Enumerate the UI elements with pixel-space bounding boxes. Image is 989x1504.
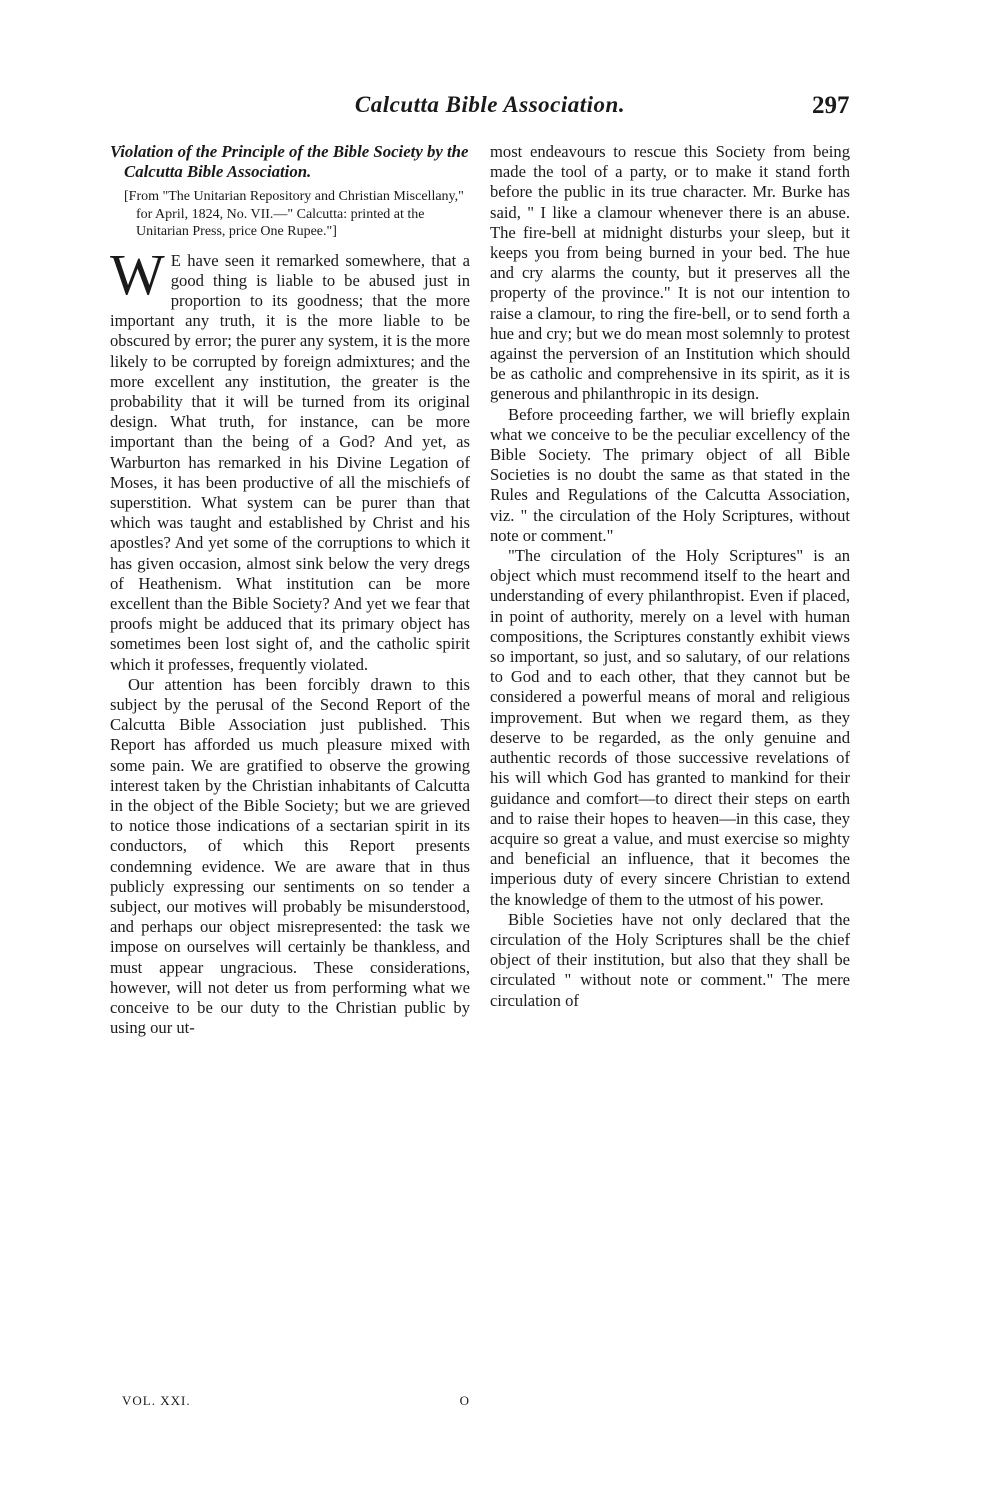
paragraph: "The circulation of the Holy Scriptures" is an object which must recommend itself to the heart and understanding of every philanthropist. Even if placed, in point of authority, merely on a level with human compositions, the Scriptures constantly exhibit views so important, so just, and so salutary, of our relations to God and to each other, that they cannot but be considered a powerful means of moral and religious improvement. But when we regard them, as they deserve to be regarded, as the only genuine and authentic records of those successive revelations of his will which God has granted to mankind for their guidance and comfort—to direct their steps on earth and to raise their hopes to heaven—in this case, they acquire so great a value, and must exercise so mighty and beneficial an influence, that it becomes the imperious duty of every sincere Christian to extend the knowledge of them to the utmost of his power. bbox=[490, 546, 850, 909]
paragraph: Our attention has been forcibly drawn to this subject by the perusal of the Second Report of the Calcutta Bible Association just published. This Report has afforded us much pleasure mixed with some pain. We are gratified to observe the growing interest taken by the Christian inhabitants of Calcutta in the object of the Bible Society; but we are grieved to notice those indications of a sectarian spirit in its conductors, of which this Report presents condemning evidence. We are aware that in thus publicly expressing our sentiments on so tender a subject, our motives will probably be misunderstood, and perhaps our object misrepresented: the task we impose on ourselves will certainly be thankless, and must appear ungracious. These considerations, however, will not deter us from performing what we conceive to be our duty to the Christian public by using our ut- bbox=[110, 674, 470, 1038]
volume-label: VOL. XXI. bbox=[122, 1393, 191, 1408]
opening-paragraph bbox=[110, 241, 470, 675]
right-column bbox=[490, 142, 850, 1011]
left-column bbox=[110, 142, 470, 1038]
drop-cap: W bbox=[110, 241, 165, 307]
source-note: [From "The Unitarian Repository and Christian Miscellany," for April, 1824, No. VII.—" Calcutta: printed at the Unitarian Press, price One Rupee."] bbox=[124, 189, 464, 239]
paragraph: Before proceeding farther, we will briefly explain what we conceive to be the peculiar excellency of the Bible Society. The primary object of all Bible Societies is no doubt the same as that stated in the Rules and Regulations of the Calcutta Association, viz. " the circulation of the Holy Scriptures, without note or comment." bbox=[490, 404, 850, 545]
signature-mark: O bbox=[459, 1393, 470, 1408]
article-title: Violation of the Principle of the Bible Society by the Calcutta Bible Association. bbox=[110, 142, 469, 181]
opening-paragraph-text: E have seen it remarked somewhere, that a good thing is liable to be abused just in proportion to its goodness; that the more important any truth, it is the more liable to be obscured by error; the purer any system, it is the more likely to be corrupted by foreign admixtures; and the more excellent any institution, the greater is the probability that it will be turned from its original design. What truth, for instance, can be more important than the being of a God? And yet, as Warburton has remarked in his Divine Legation of Moses, it has been productive of all the mischiefs of superstition. What system can be purer than that which was taught and established by Christ and his apostles? And yet some of the corruptions to which it has given occasion, almost sink below the very dregs of Heathenism. What institution can be more excellent than the Bible Society? And yet we fear that proofs might be adduced that its primary object has sometimes been lost sight of, and the catholic spirit which it professes, frequently violated. bbox=[110, 250, 470, 674]
running-head bbox=[0, 92, 989, 132]
paragraph: Bible Societies have not only declared that the circulation of the Holy Scriptures shall be the chief object of their institution, but also that they shall be circulated " without note or comment." The mere circulation of bbox=[490, 909, 850, 1010]
paragraph-continued: most endeavours to rescue this Society from being made the tool of a party, or to make it stand forth before the public in its true character. Mr. Burke has said, " I like a clamour whenever there is an abuse. The fire-bell at midnight disturbs your sleep, but it keeps you from being burned in your bed. The hue and cry alarms the county, but it preserves all the property of the province." It is not our intention to raise a clamour, to ring the fire-bell, or to send forth a hue and cry; but we do mean most solemnly to protest against the perversion of an Institution which should be as catholic and comprehensive in its spirit, as it is generous and philanthropic in its design. bbox=[490, 142, 850, 404]
page-footer bbox=[110, 1393, 470, 1413]
page-number: 297 bbox=[812, 92, 850, 119]
running-title: Calcutta Bible Association. bbox=[354, 92, 626, 117]
